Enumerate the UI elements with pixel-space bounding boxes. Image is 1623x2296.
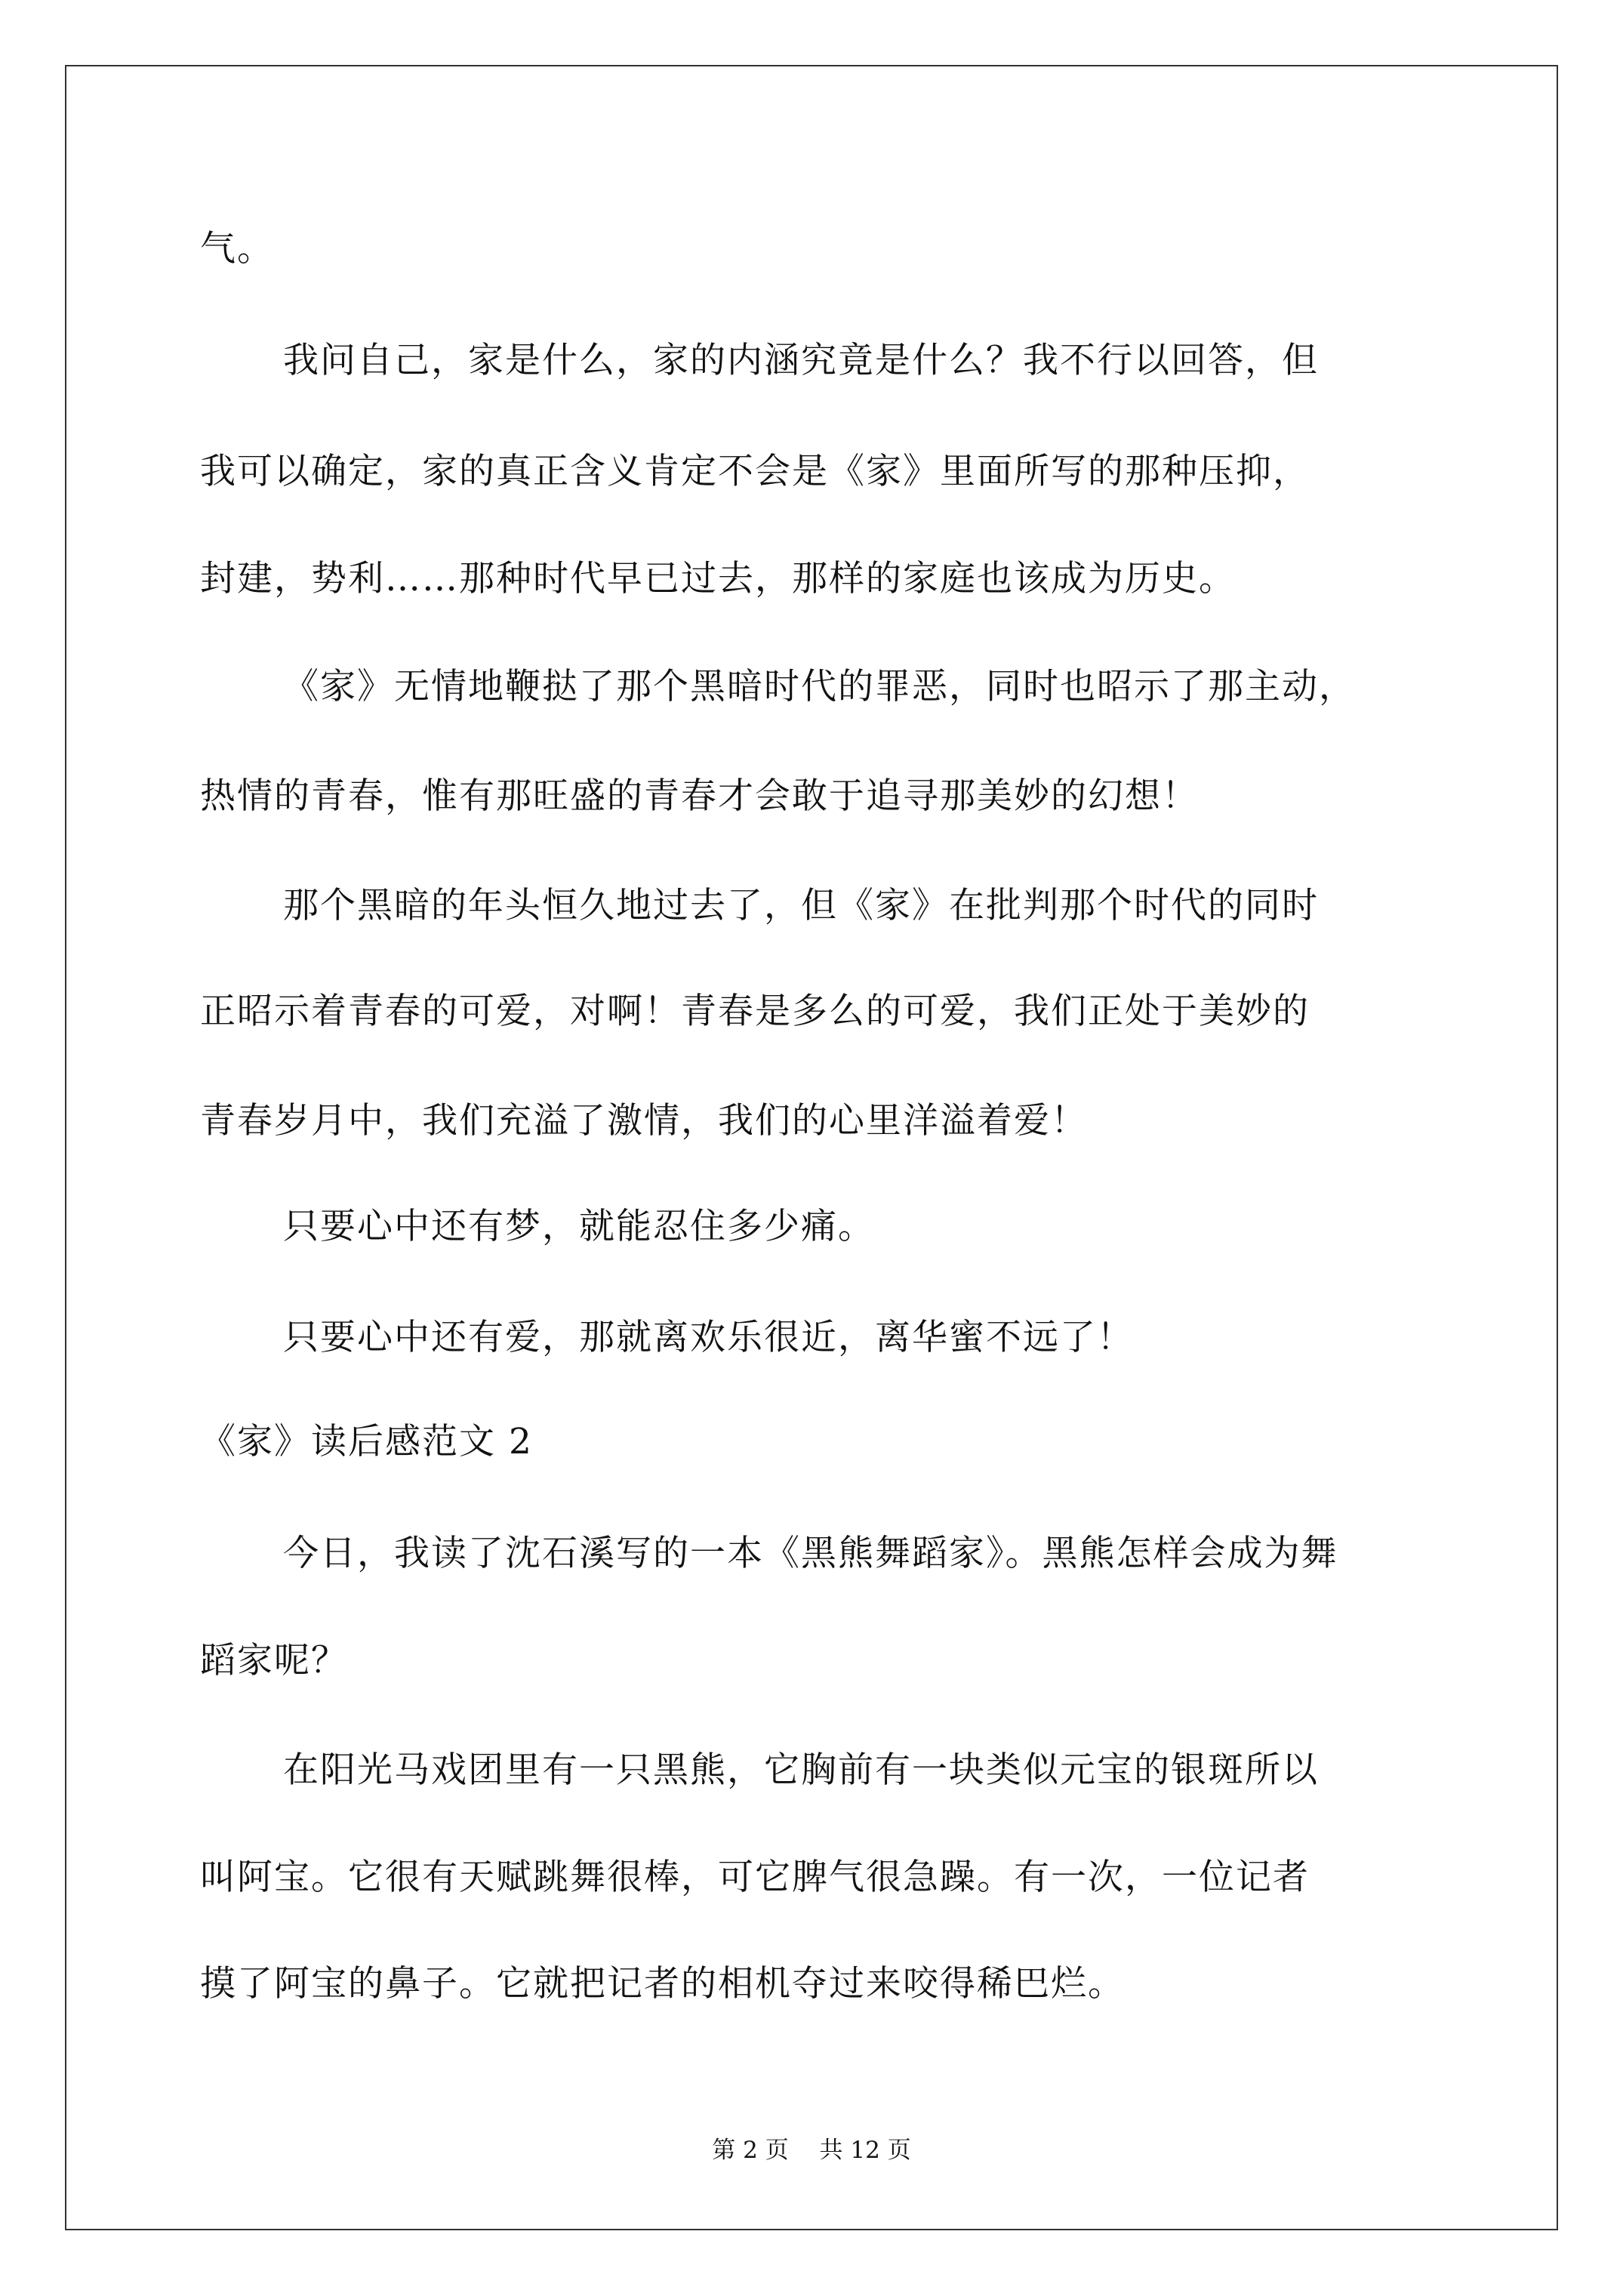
page-border: [65, 65, 1558, 2230]
text-line-5: 《家》无情地鞭挞了那个黑暗时代的罪恶，同时也昭示了那主动，: [283, 666, 1356, 707]
text-line-9: 青春岁月中，我们充溢了激情，我们的心里洋溢着爱！: [200, 1100, 1088, 1142]
text-line-16: 叫阿宝。它很有天赋跳舞很棒，可它脾气很急躁。有一次，一位记者: [200, 1857, 1310, 1898]
text-line-7: 那个黑暗的年头恒久地过去了，但《家》在批判那个时代的同时: [283, 885, 1319, 926]
text-line-3: 我可以确定，家的真正含义肯定不会是《家》里面所写的那种压抑，: [200, 451, 1310, 492]
text-line-1: 气。: [200, 228, 274, 270]
text-line-15: 在阳光马戏团里有一只黑熊，它胸前有一块类似元宝的银斑所以: [283, 1749, 1319, 1791]
text-line-10: 只要心中还有梦，就能忍住多少痛。: [283, 1206, 875, 1247]
text-line-2: 我问自己，家是什么，家的内涵究竟是什么？我不行以回答，但: [283, 340, 1319, 381]
text-line-6: 热情的青春，惟有那旺盛的青春才会敢于追寻那美妙的幻想！: [200, 775, 1199, 817]
text-line-17: 摸了阿宝的鼻子。它就把记者的相机夺过来咬得稀巴烂。: [200, 1963, 1125, 2005]
page-number-footer: 第 2 页 共 12 页: [712, 2137, 911, 2164]
text-line-11: 只要心中还有爱，那就离欢乐很近，离华蜜不远了！: [283, 1317, 1134, 1358]
text-line-8: 正昭示着青春的可爱，对啊！青春是多么的可爱，我们正处于美妙的: [200, 991, 1310, 1032]
text-line-14: 蹈家呢？: [200, 1640, 348, 1681]
section-heading: 《家》读后感范文 2: [200, 1421, 533, 1462]
text-line-4: 封建，势利……那种时代早已过去，那样的家庭也该成为历史。: [200, 558, 1236, 599]
text-line-13: 今日，我读了沈石溪写的一本《黑熊舞蹈家》。黑熊怎样会成为舞: [283, 1533, 1338, 1574]
